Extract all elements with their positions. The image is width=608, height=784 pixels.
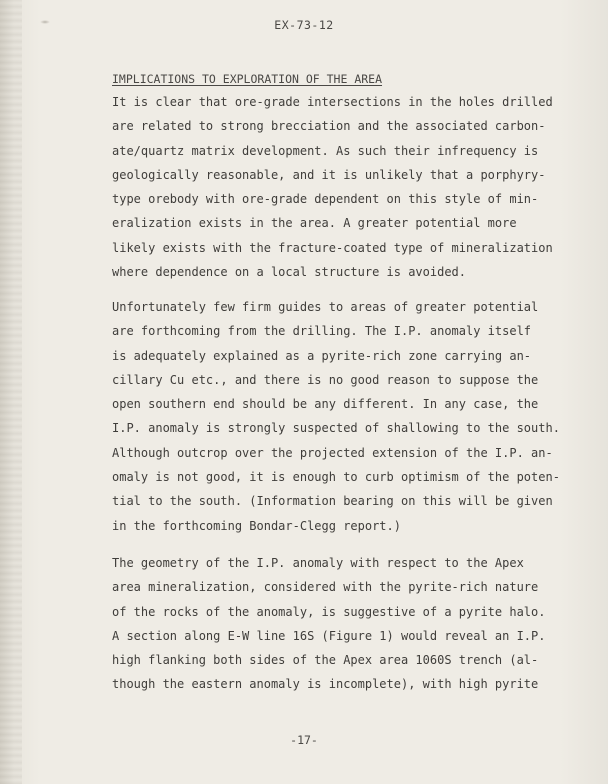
text-line: open southern end should be any different. In any case, the	[112, 397, 539, 412]
text-line: cillary Cu etc., and there is no good reason to suppose the	[112, 372, 539, 387]
text-line: It is clear that ore-grade intersections in the holes drilled	[112, 95, 553, 109]
text-line: The geometry of the I.P. anomaly with respect to the Apex	[112, 556, 524, 570]
page-number: -17-	[290, 733, 318, 747]
section-title: IMPLICATIONS TO EXPLORATION OF THE AREA	[112, 72, 383, 86]
text-line: likely exists with the fracture-coated type of mineralization	[112, 240, 553, 255]
text-line: geologically reasonable, and it is unlikely that a porphyry-	[112, 167, 546, 182]
text-line: eralization exists in the area. A greater potential more	[112, 216, 517, 231]
text-line: is adequately explained as a pyrite-rich zone carrying an-	[112, 348, 532, 363]
text-line: I.P. anomaly is strongly suspected of shallowing to the south.	[112, 421, 560, 436]
document-code-header: EX-73-12	[274, 18, 334, 32]
text-line: are related to strong brecciation and the associated carbon-	[112, 119, 546, 134]
text-line: though the eastern anomaly is incomplete), with high pyrite	[112, 677, 539, 692]
text-line: are forthcoming from the drilling. The I.P. anomaly itself	[112, 324, 532, 339]
text-line: high flanking both sides of the Apex area 1060S trench (al-	[112, 653, 539, 668]
text-line: where dependence on a local structure is avoided.	[112, 265, 467, 280]
text-line: Although outcrop over the projected extension of the I.P. an-	[112, 445, 553, 460]
scanned-page-edge	[0, 0, 22, 784]
paragraph-1	[112, 90, 582, 284]
text-line: of the rocks of the anomaly, is suggestive of a pyrite halo.	[112, 604, 546, 619]
text-line: ate/quartz matrix development. As such their infrequency is	[112, 143, 539, 158]
text-line: Unfortunately few firm guides to areas of greater potential	[112, 300, 539, 314]
paragraph-2	[112, 295, 582, 538]
text-line: in the forthcoming Bondar-Clegg report.)	[112, 518, 401, 533]
text-line: omaly is not good, it is enough to curb optimism of the poten-	[112, 470, 560, 485]
text-line: A section along E-W line 16S (Figure 1) would reveal an I.P.	[112, 628, 546, 643]
text-line: tial to the south. (Information bearing on this will be given	[112, 494, 553, 509]
text-line: type orebody with ore-grade dependent on this style of min-	[112, 192, 539, 207]
paragraph-3	[112, 551, 582, 697]
text-line: area mineralization, considered with the pyrite-rich nature	[112, 580, 539, 595]
